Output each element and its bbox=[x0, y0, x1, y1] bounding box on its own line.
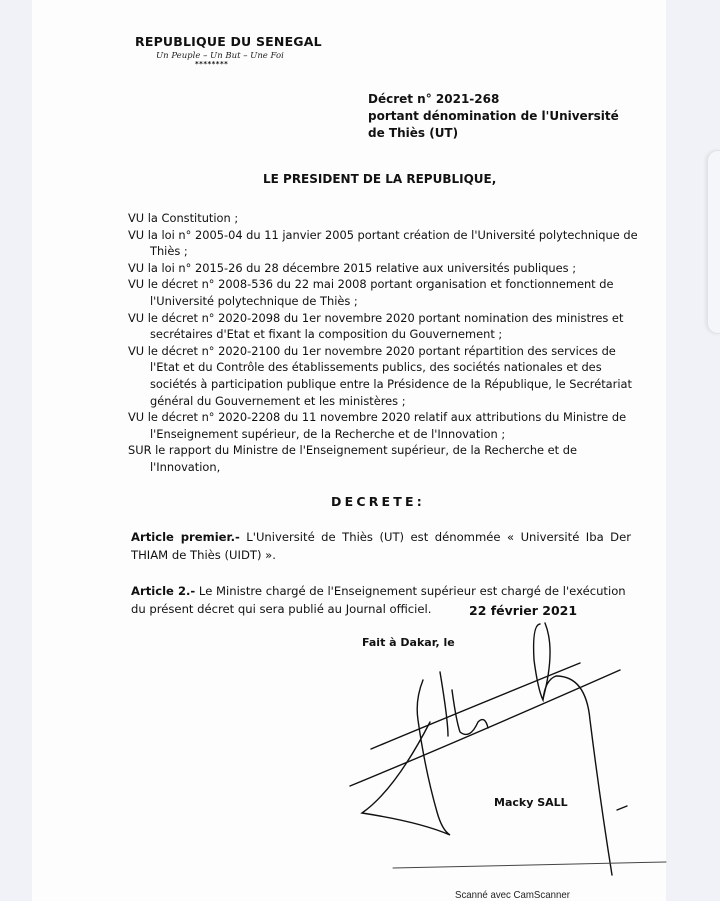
visa-item: SUR le rapport du Ministre de l'Enseignement supérieur, de la Recherche et de l'Innovation, bbox=[128, 443, 578, 474]
article-1-label: Article premier.- bbox=[131, 530, 240, 544]
signer-name: Macky SALL bbox=[494, 796, 568, 809]
decree-subject-line-2: de Thiès (UT) bbox=[368, 126, 459, 140]
signature-place: Fait à Dakar, le bbox=[362, 636, 455, 649]
visa-item: VU le décret n° 2020-2098 du 1er novembre 2020 portant nomination des ministres et secrétaires d'Etat et fixant la composition du Gouvernement ; bbox=[128, 310, 624, 342]
country-title: REPUBLIQUE DU SENEGAL bbox=[135, 34, 322, 49]
article-1 bbox=[131, 528, 631, 564]
decree-heading bbox=[368, 91, 619, 142]
visas-list bbox=[128, 210, 648, 476]
visa-item: VU la loi n° 2005-04 du 11 janvier 2005 portant création de l'Université polytechnique de Thiès ; bbox=[128, 227, 638, 259]
decrete-heading: DECRETE: bbox=[331, 494, 425, 509]
visa-item: VU le décret n° 2020-2100 du 1er novembre 2020 portant répartition des services de l'Etat et du Contrôle des établissements publics, des sociétés nationales et des sociétés à participation publique entre la Présidence de la République, le Secrétariat général du Gouvernement et les ministères ; bbox=[128, 343, 632, 408]
article-2-text: Le Ministre chargé de l'Enseignement supérieur est chargé de l'exécution du présent décret qui sera publié au Journal officiel. bbox=[131, 584, 626, 616]
header-separator: ******** bbox=[195, 60, 229, 68]
visa-item: VU le décret n° 2020-2208 du 11 novembre 2020 relatif aux attributions du Ministre de l'Enseignement supérieur, de la Recherche et de l'Innovation ; bbox=[128, 410, 627, 441]
scrollbar-handle[interactable] bbox=[707, 150, 720, 334]
article-1-text: L'Université de Thiès (UT) est dénommée « Université Iba Der THIAM de Thiès (UIDT) ». bbox=[131, 530, 631, 562]
decree-number: Décret n° 2021-268 bbox=[368, 92, 500, 106]
visa-item: VU la Constitution ; bbox=[128, 211, 239, 225]
president-heading: LE PRESIDENT DE LA REPUBLIQUE, bbox=[263, 172, 497, 186]
camscanner-watermark: Scanné avec CamScanner bbox=[455, 889, 570, 901]
visa-item: VU la loi n° 2015-26 du 28 décembre 2015 relative aux universités publiques ; bbox=[128, 260, 577, 275]
article-2-label: Article 2.- bbox=[131, 584, 196, 598]
visa-item: VU le décret n° 2008-536 du 22 mai 2008 portant organisation et fonctionnement de l'Université polytechnique de Thiès ; bbox=[128, 277, 614, 308]
signature-date: 22 février 2021 bbox=[469, 603, 578, 618]
national-motto: Un Peuple – Un But – Une Foi bbox=[156, 51, 284, 61]
decree-subject-line-1: portant dénomination de l'Université bbox=[368, 109, 619, 123]
